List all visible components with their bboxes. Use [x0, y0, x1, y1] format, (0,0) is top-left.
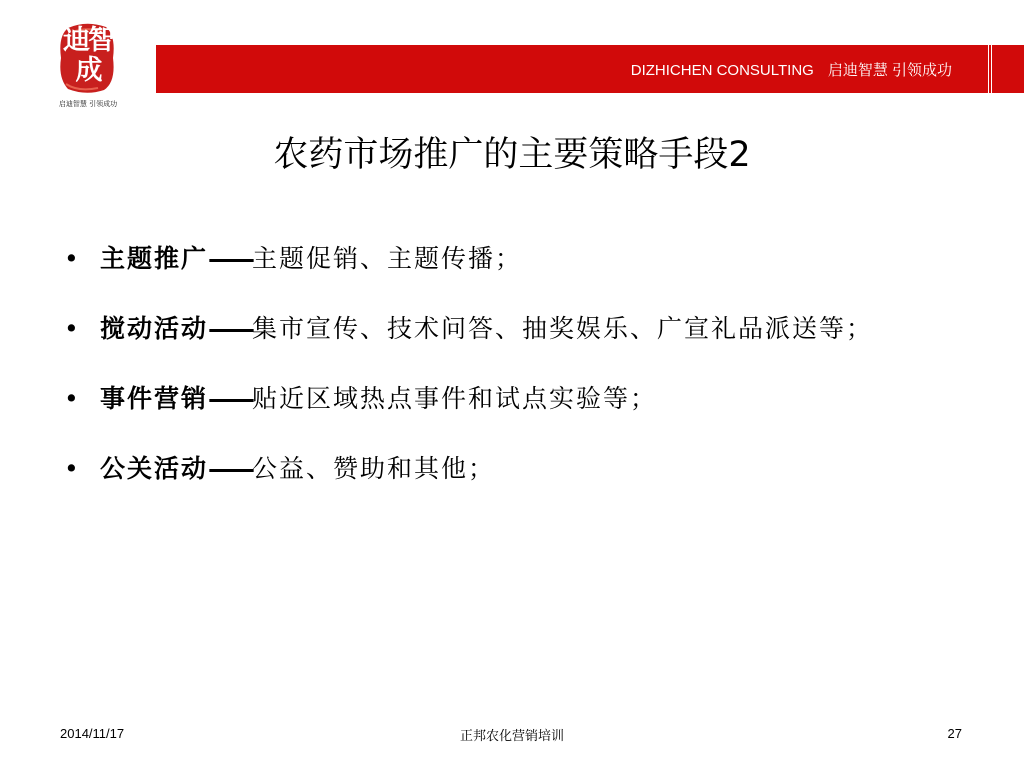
bullet-item: [60, 370, 1000, 428]
company-logo: [52, 22, 124, 112]
bullet-term: 公关活动: [100, 454, 209, 483]
logo-caption: 启迪智慧 引领成功: [58, 100, 118, 108]
header-text: [631, 45, 952, 93]
bullet-dash: ——: [208, 384, 253, 413]
footer-date: 2014/11/17: [60, 726, 125, 741]
bullet-term: 主题推广: [100, 244, 209, 273]
header-slogan: 启迪智慧 引领成功: [827, 62, 952, 79]
bullet-dot-icon: •: [64, 244, 81, 273]
bullet-detail: 集市宣传、技术问答、抽奖娱乐、广宣礼品派送等；: [252, 314, 874, 343]
footer-center-text: 正邦农化营销培训: [459, 729, 564, 744]
bullet-dot-icon: •: [64, 454, 81, 483]
page-number: 27: [947, 726, 962, 741]
bullet-detail: 主题促销、主题传播；: [252, 244, 523, 273]
header-bar: [156, 45, 1024, 93]
header-company: DIZHICHEN CONSULTING: [630, 62, 814, 79]
slide-title: 农药市场推广的主要策略手段2: [273, 135, 751, 175]
bullet-list: [60, 230, 1000, 510]
bullet-term: 搅动活动: [100, 314, 209, 343]
bullet-dot-icon: •: [64, 314, 81, 343]
header-divider: [988, 45, 989, 93]
bullet-detail: 公益、赞助和其他；: [252, 454, 496, 483]
bullet-dash: ——: [208, 244, 253, 273]
header-divider: [991, 45, 992, 93]
bullet-item: [60, 440, 1000, 498]
bullet-item: [60, 300, 1000, 358]
bullet-term: 事件营销: [100, 384, 209, 413]
bullet-dot-icon: •: [64, 384, 81, 413]
bullet-dash: ——: [208, 314, 253, 343]
bullet-dash: ——: [208, 454, 253, 483]
logo-text: 迪智成: [63, 25, 113, 86]
bullet-detail: 贴近区域热点事件和试点实验等；: [252, 384, 658, 413]
bullet-item: [60, 230, 1000, 288]
